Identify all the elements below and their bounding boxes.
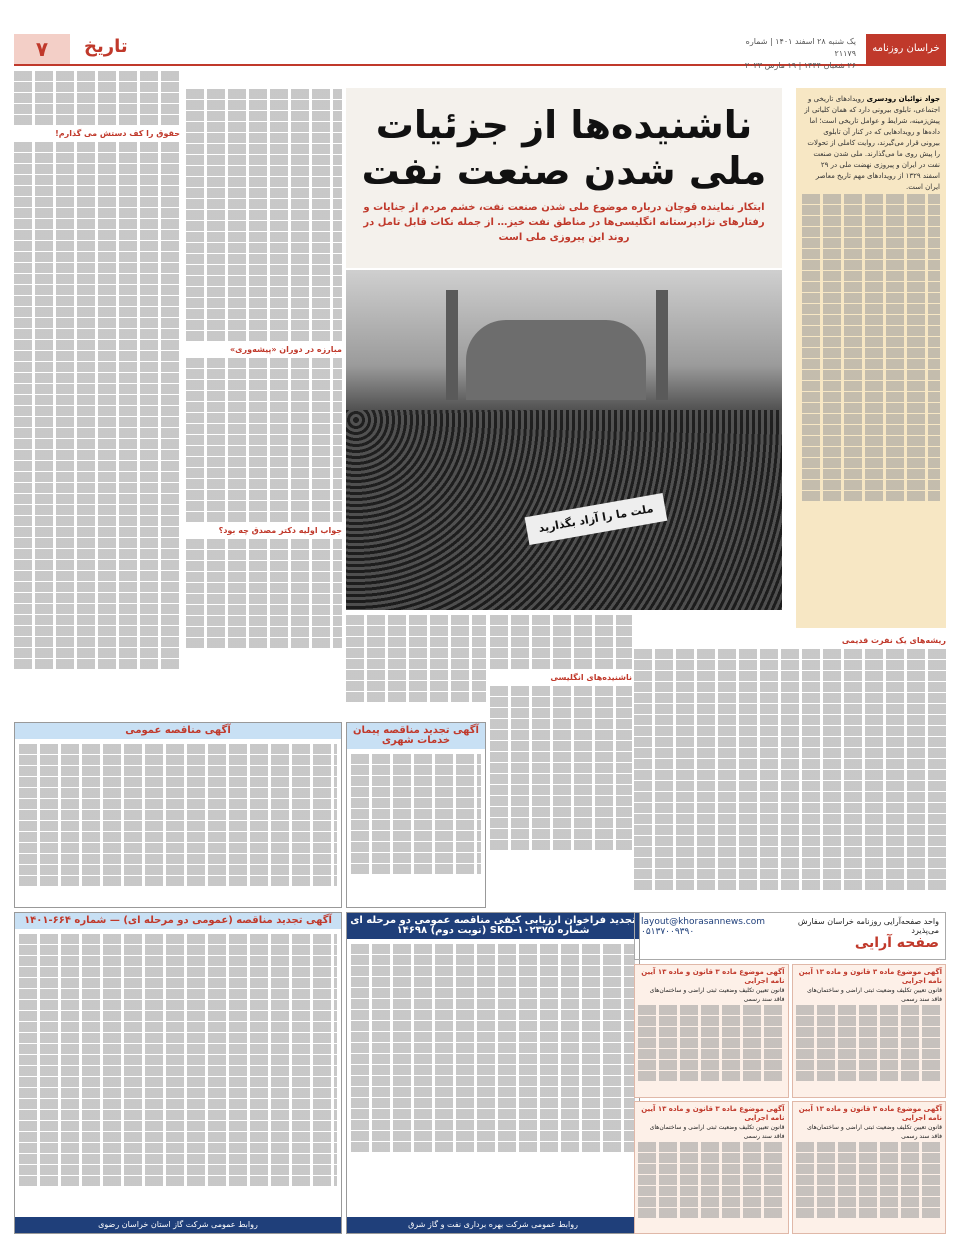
layout-service-box — [634, 912, 946, 960]
legal-notice — [792, 964, 947, 1098]
headline-title: ناشنیده‌ها از جزئیات ملی شدن صنعت نفت — [361, 103, 767, 193]
legal-notice-text: قانون تعیین تکلیف وضعیت ثبتی اراضی و ساختمان‌های فاقد سند رسمی — [649, 987, 785, 1003]
legal-notice — [634, 1101, 789, 1235]
sidebar-author: جواد نوائیان رودسری — [866, 95, 940, 103]
protest-banner: ملت ما را آزاد بگذارید — [525, 493, 668, 545]
ad-tender-2[interactable] — [346, 722, 486, 908]
ad-tender-1-title: آگهی مناقصه عمومی — [15, 723, 341, 739]
article-column-5 — [490, 614, 632, 904]
ad-oil-title-text: تجدید فراخوان ارزیابی کیفی مناقصه عمومی دو مرحله ای شماره SKD-۱۰۲۳۷۵ (نوبت دوم) — [350, 915, 636, 936]
legal-notice-text: قانون تعیین تکلیف وضعیت ثبتی اراضی و ساختمان‌های فاقد سند رسمی — [649, 1123, 785, 1140]
ad-tender-1[interactable] — [14, 722, 342, 908]
ad-oil-company[interactable] — [346, 912, 640, 1234]
sidebar-column — [796, 88, 946, 628]
ad-oil-number: ۱۴۶۹۸ — [396, 925, 428, 936]
legal-notice-title: آگهی موضوع ماده ۳ قانون و ماده ۱۳ آیین نامه اجرایی — [798, 1104, 942, 1122]
ad-oil-footer: روابط عمومی شرکت بهره برداری نفت و گاز شرق — [347, 1217, 639, 1233]
layout-contact — [641, 917, 765, 937]
ad-gas-title-text: آگهی تجدید مناقصه (عمومی دو مرحله ای) — [123, 915, 332, 926]
legal-notices-grid — [634, 964, 946, 1234]
subhead-salary: حقوق را کف دستش می گذارم! — [55, 129, 180, 138]
newspaper-logo[interactable]: خراسان روزنامه صبح ایران — [866, 34, 946, 64]
ad-gas-footer: روابط عمومی شرکت گاز استان خراسان رضوی — [15, 1217, 341, 1233]
subhead-roots: ریشه‌های یک نفرت قدیمی — [841, 636, 946, 645]
crowd-photo — [346, 270, 782, 610]
ad-tender-2-title: آگهی تجدید مناقصه پیمان خدمات شهری — [347, 723, 485, 749]
sidebar-text: رویدادهای تاریخی و اجتماعی، تابلوی بیرونی دارد که همان کلیاتی از پیش‌زمینه، شرایط و عوامل تاریخی است؛ اما داده‌ها و رویدادهایی که در کنار آن تابلوی بیرونی قرار می‌گیرند، روایت کاملی از تحولات را پیش روی ما می‌گذارند. ملی شدن صنعت نفت در ایران و پیروزی نهضت ملی در ۲۹ اسفند ۱۳۲۹ از رویدادهای مهم تاریخ معاصر ایران است. — [804, 95, 940, 191]
minaret — [656, 290, 668, 400]
legal-notice-title: آگهی موضوع ماده ۳ قانون و ماده ۱۳ آیین نامه اجرایی — [798, 968, 942, 985]
article-column-1 — [14, 70, 180, 718]
subhead-pishevari: مبارزه در دوران «پیشه‌وری» — [230, 345, 342, 354]
legal-notice — [792, 1101, 947, 1235]
legal-notice-text: قانون تعیین تکلیف وضعیت ثبتی اراضی و ساختمان‌های فاقد سند رسمی — [807, 987, 942, 1003]
layout-email[interactable]: layout@khorasannews.com — [641, 917, 766, 927]
ad-gas-company[interactable] — [14, 912, 342, 1234]
issue-date — [726, 36, 856, 72]
layout-service-title: صفحه آرایی — [854, 935, 939, 951]
headline-block — [346, 88, 782, 268]
page-header — [14, 34, 946, 84]
article-column-bottom-right — [634, 632, 946, 904]
section-title: تاریخ — [84, 36, 128, 57]
layout-service-desc: واحد صفحه‌آرایی روزنامه خراسان سفارش می‌پذیرد — [797, 917, 939, 935]
subhead-english: ناشنیده‌های انگلیسی — [550, 673, 632, 682]
ad-gas-number: شماره ۶۶۴-۱۴۰۱ — [24, 915, 107, 926]
layout-phone[interactable]: ۰۵۱۳۷۰۰۹۳۹۰ — [641, 927, 695, 937]
mosque-dome — [466, 320, 646, 400]
article-column-3 — [186, 88, 342, 702]
legal-notice-title: آگهی موضوع ماده ۳ قانون و ماده ۱۳ آیین نامه اجرایی — [641, 1104, 785, 1122]
legal-notice-text: قانون تعیین تکلیف وضعیت ثبتی اراضی و ساختمان‌های فاقد سند رسمی — [807, 1123, 942, 1140]
layout-service-text — [789, 917, 939, 951]
legal-notice-title: آگهی موضوع ماده ۳ قانون و ماده ۱۳ آیین نامه اجرایی — [641, 968, 785, 985]
subhead-mosaddegh: جواب اولیه دکتر مصدق چه بود؟ — [218, 526, 342, 535]
ad-gas-title: آگهی تجدید مناقصه (عمومی دو مرحله ای) — شماره ۶۶۴-۱۴۰۱ — [15, 913, 341, 929]
page-number: ۷ — [14, 34, 70, 64]
minaret — [446, 290, 458, 400]
ad-oil-title — [347, 913, 639, 939]
date-line-2: ۲۶ شعبان ۱۴۴۴ | ۱۹ مارس ۲۰۲۳ — [744, 61, 856, 70]
headline-lead: ابتکار نماینده قوچان درباره موضوع ملی شدن صنعت نفت، خشم مردم از جنایات و رفتارهای نژادپرستانه انگلیسی‌ها در مناطق نفت خیز… از جمله نکات قابل تامل در روند این پیروزی ملی است — [363, 202, 765, 243]
date-line-1: یک شنبه ۲۸ اسفند ۱۴۰۱ | شماره ۲۱۱۷۹ — [745, 37, 856, 58]
article-column-6 — [346, 614, 486, 714]
legal-notice — [634, 964, 789, 1098]
